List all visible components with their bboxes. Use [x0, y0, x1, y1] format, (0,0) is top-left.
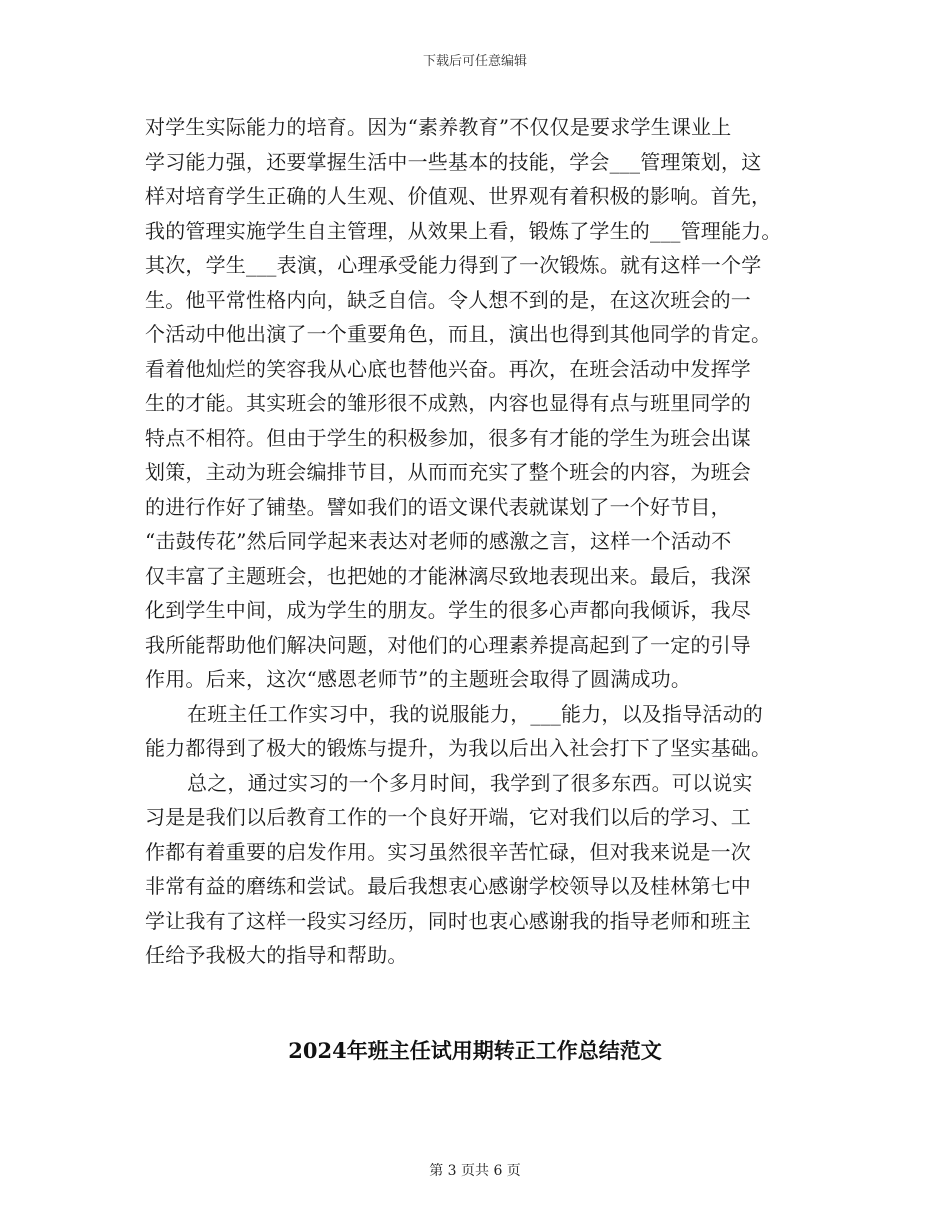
text-line: 个活动中他出演了一个重要角色，而且，演出也得到其他同学的肯定。 [145, 322, 772, 346]
text-line: 特点不相符。但由于学生的积极参加，很多有才能的学生为班会出谋 [145, 425, 751, 450]
text-line: 化到学生中间，成为学生的朋友。学生的很多心声都向我倾诉，我尽 [145, 598, 751, 622]
text-line: 我所能帮助他们解决问题，对他们的心理素养提高起到了一定的引导 [145, 632, 751, 657]
page-footer: 第 3 页共 6 页 [429, 1163, 521, 1179]
text-line: 学让我有了这样一段实习经历，同时也衷心感谢我的指导老师和班主 [145, 908, 751, 933]
text-line: 仅丰富了主题班会，也把她的才能淋漓尽致地表现出来。最后，我深 [145, 563, 751, 588]
text-line: 样对培育学生正确的人生观、价值观、世界观有着积极的影响。首先， [145, 184, 772, 208]
text-line: 作用。后来，这次“感恩老师节”的主题班会取得了圆满成功。 [145, 667, 692, 691]
text-line: 看着他灿烂的笑容我从心底也替他兴奋。再次，在班会活动中发挥学 [145, 356, 751, 381]
page-header: 下载后可任意编辑 [422, 54, 527, 69]
text-line: 能力都得到了极大的锻炼与提升，为我以后出入社会打下了坚实基础。 [145, 736, 772, 760]
text-line: 作都有着重要的启发作用。实习虽然很辛苦忙碌，但对我来说是一次 [145, 839, 751, 864]
text-line: “击鼓传花”然后同学起来表达对老师的感激之言，这样一个活动不 [145, 529, 732, 553]
text-line: 学习能力强，还要掌握生活中一些基本的技能，学会___管理策划，这 [145, 149, 762, 174]
text-line: 生的才能。其实班会的雏形很不成熟，内容也显得有点与班里同学的 [145, 391, 751, 415]
text-line: 划策，主动为班会编排节目，从而而充实了整个班会的内容，为班会 [145, 460, 751, 484]
text-line: 总之，通过实习的一个多月时间，我学到了很多东西。可以说实 [187, 770, 753, 795]
text-line: 习是是我们以后教育工作的一个良好开端，它对我们以后的学习、工 [145, 805, 751, 829]
text-line: 在班主任工作实习中，我的说服能力，___能力，以及指导活动的 [187, 701, 763, 726]
text-line: 非常有益的磨练和尝试。最后我想衷心感谢学校领导以及桂林第七中 [145, 874, 751, 898]
section-title: 2024年班主任试用期转正工作总结范文 [288, 1038, 662, 1063]
text-line: 对学生实际能力的培育。因为“素养教育”不仅仅是要求学生课业上 [145, 115, 732, 139]
document-body [145, 110, 825, 973]
text-line: 生。他平常性格内向，缺乏自信。令人想不到的是，在这次班会的一 [145, 287, 751, 312]
text-line: 其次，学生___表演，心理承受能力得到了一次锻炼。就有这样一个学 [145, 253, 762, 277]
text-line: 任给予我极大的指导和帮助。 [145, 943, 408, 967]
text-line: 的进行作好了铺垫。譬如我们的语文课代表就谋划了一个好节目， [145, 494, 731, 519]
text-line: 我的管理实施学生自主管理，从效果上看，锻炼了学生的___管理能力。 [145, 218, 782, 243]
